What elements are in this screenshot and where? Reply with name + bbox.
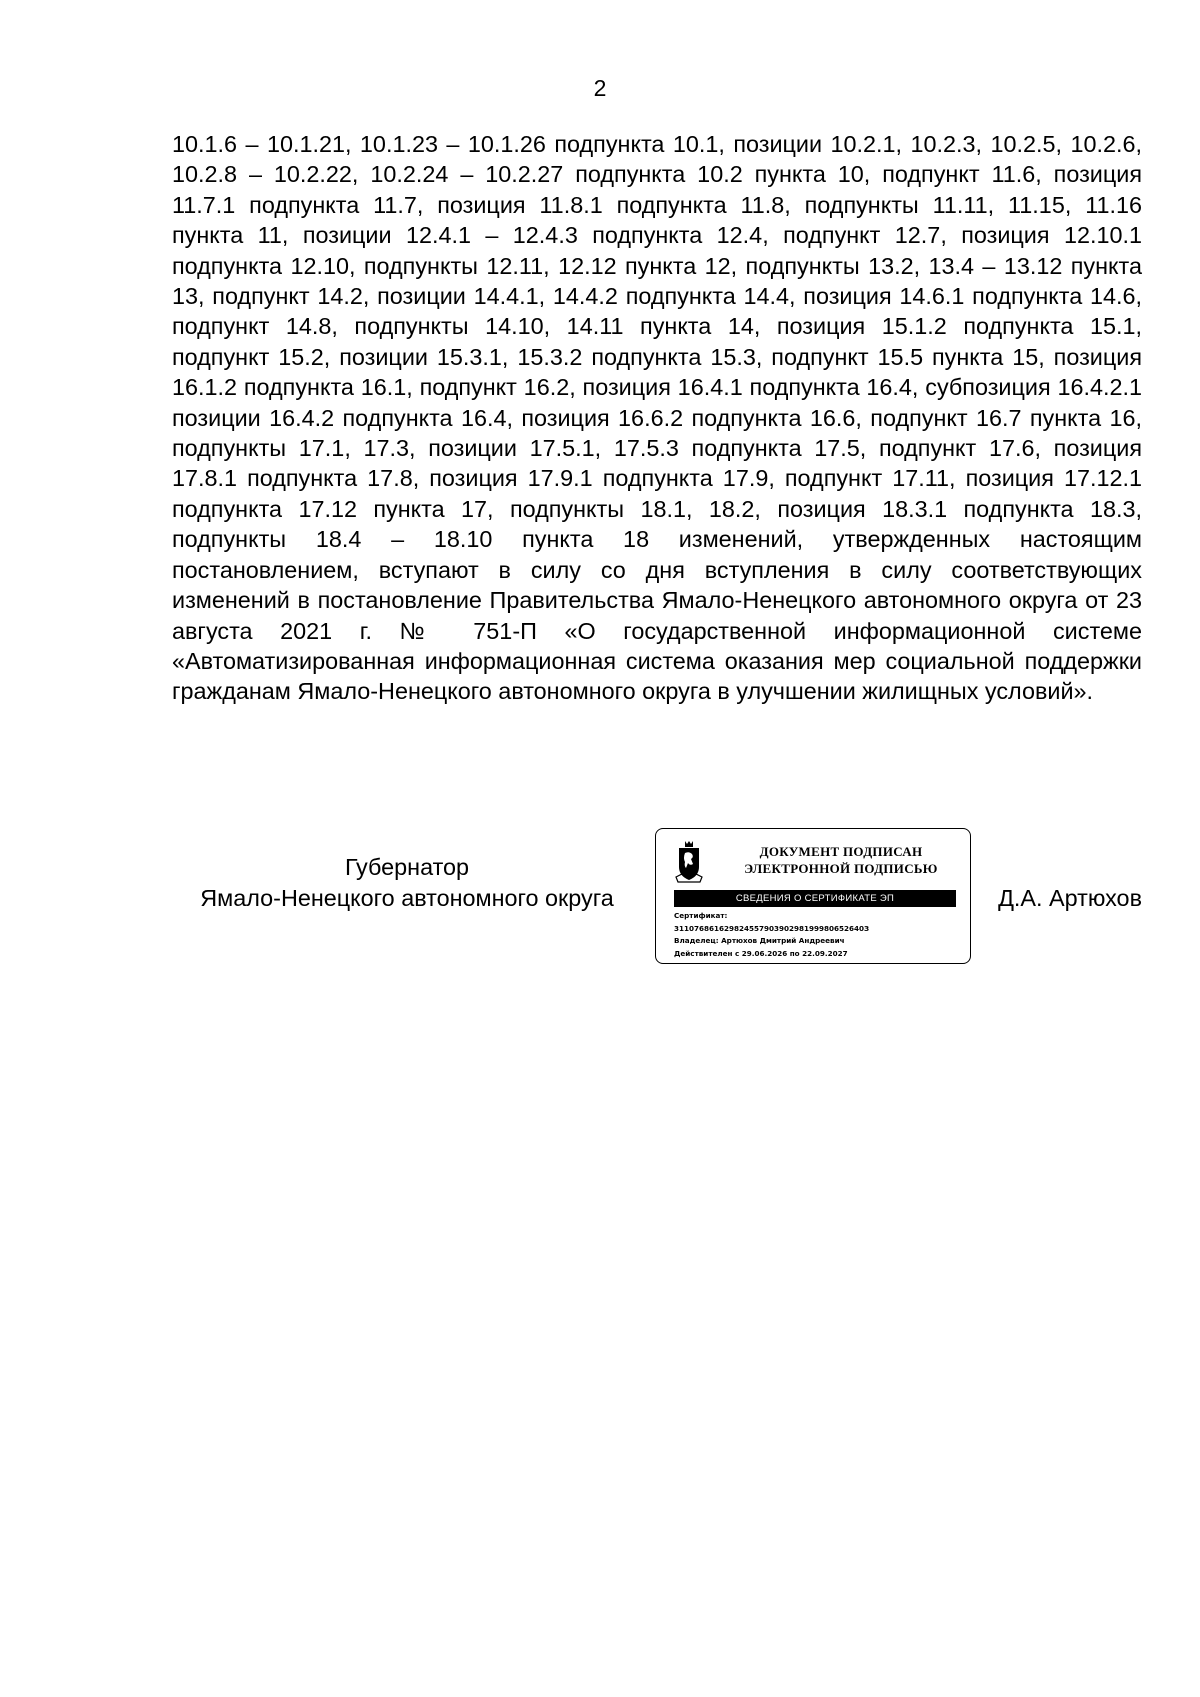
stamp-certificate-label: Сертификат: [674, 911, 728, 920]
stamp-certificate-bar: СВЕДЕНИЯ О СЕРТИФИКАТЕ ЭП [674, 890, 956, 907]
stamp-owner: Владелец: Артюхов Дмитрий Андреевич [674, 936, 845, 945]
body-paragraph: 10.1.6 – 10.1.21, 10.1.23 – 10.1.26 подпункта 10.1, позиции 10.2.1, 10.2.3, 10.2.5, 10.2.6, 10.2.8 – 10.2.22, 10.2.24 – 10.2.27 подпункта 10.2 пункта 10, подпункт 11.6, позиция 11.7.1 подпункта 11.7, позиция 11.8.1 подпункта 11.8, подпункты 11.11, 11.15, 11.16 пункта 11, позиции 12.4.1 – 12.4.3 подпункта 12.4, подпункт 12.7, позиция 12.10.1 подпункта 12.10, подпункты 12.11, 12.12 пункта 12, подпункты 13.2, 13.4 – 13.12 пункта 13, подпункт 14.2, позиции 14.4.1, 14.4.2 подпункта 14.4, позиция 14.6.1 подпункта 14.6, подпункт 14.8, подпункты 14.10, 14.11 пункта 14, позиция 15.1.2 подпункта 15.1, подпункт 15.2, позиции 15.3.1, 15.3.2 подпункта 15.3, подпункт 15.5 пункта 15, позиция 16.1.2 подпункта 16.1, подпункт 16.2, позиция 16.4.1 подпункта 16.4, субпозиция 16.4.2.1 позиции 16.4.2 подпункта 16.4, позиция 16.6.2 подпункта 16.6, подпункт 16.7 пункта 16, подпункты 17.1, 17.3, позиции 17.5.1, 17.5.3 подпункта 17.5, подпункт 17.6, позиция 17.8.1 подпункта 17.8, позиция 17.9.1 подпункта 17.9, подпункт 17.11, позиция 17.12.1 подпункта 17.12 пункта 17, подпункты 18.1, 18.2, позиция 18.3.1 подпункта 18.3, подпункты 18.4 – 18.10 пункта 18 изменений, утвержденных настоящим постановлением, вступают в силу со дня вступления в силу соответствующих изменений в постановление Правительства Ямало-Ненецкого автономного округа от 23 августа 2021 г. № 751-П «О государственной информационной системе «Автоматизированная информационная система оказания мер социальной поддержки гражданам Ямало-Ненецкого автономного округа в улучшении жилищных условий». [172, 131, 1142, 705]
stamp-certificate-number: 31107686162982455790390298199980652640З [674, 923, 870, 933]
signature-position-line1: Губернатор [344, 854, 470, 880]
coat-of-arms-icon [674, 839, 704, 883]
signature-position-line2: Ямало-Ненецкого автономного округа [200, 885, 614, 911]
stamp-heading [716, 843, 966, 877]
stamp-validity: Действителен с 29.06.2026 по 22.09.2027 [674, 948, 848, 958]
page-number: 2 [593, 75, 607, 101]
stamp-certificate-details [674, 910, 964, 960]
signature-position [172, 852, 642, 914]
stamp-heading-line1: ДОКУМЕНТ ПОДПИСАН [759, 844, 923, 859]
stamp-heading-line2: ЭЛЕКТРОННОЙ ПОДПИСЬЮ [744, 861, 938, 876]
electronic-signature-stamp [655, 828, 971, 964]
signatory-name: Д.А. Артюхов [998, 885, 1142, 911]
